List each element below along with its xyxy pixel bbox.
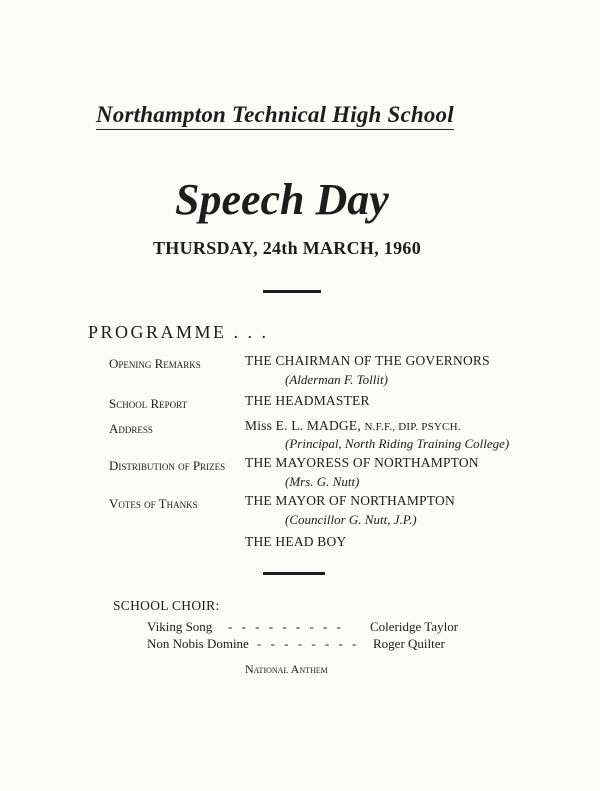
- choir-song-composer: Roger Quilter: [373, 636, 445, 651]
- programme-item-label: Distribution of Prizes: [109, 458, 226, 473]
- speaker-qualifications: N.F.F., DIP. PSYCH.: [364, 421, 461, 433]
- programme-item-detail: (Principal, North Riding Training College): [285, 436, 510, 451]
- programme-item-label: Address: [109, 421, 153, 436]
- event-title: Speech Day: [175, 175, 389, 224]
- choir-song-leader: - - - - - - - -: [257, 636, 360, 651]
- programme-item-detail: (Councillor G. Nutt, J.P.): [285, 512, 417, 527]
- school-title: Northampton Technical High School: [96, 102, 454, 130]
- choir-song-title: Non Nobis Domine: [147, 636, 249, 651]
- programme-item-label: School Report: [109, 396, 188, 411]
- programme-item-speaker: THE MAYOR OF NORTHAMPTON: [245, 493, 455, 508]
- choir-song-leader: - - - - - - - - -: [228, 619, 344, 634]
- programme-item-label: Votes of Thanks: [109, 496, 198, 511]
- programme-item-speaker: THE MAYORESS OF NORTHAMPTON: [245, 455, 479, 470]
- divider-rule-top: [263, 290, 321, 293]
- choir-song-title: Viking Song: [147, 619, 213, 634]
- national-anthem: National Anthem: [245, 662, 328, 676]
- programme-item-speaker: [245, 418, 461, 434]
- programme-heading: PROGRAMME . . .: [88, 322, 269, 342]
- divider-rule-bottom: [263, 572, 325, 575]
- programme-item-detail: (Mrs. G. Nutt): [285, 474, 360, 489]
- programme-item-label: Opening Remarks: [109, 356, 201, 371]
- speaker-name: Miss E. L. MADGE,: [245, 418, 361, 433]
- programme-item-speaker: THE HEADMASTER: [245, 393, 370, 408]
- choir-song-composer: Coleridge Taylor: [370, 619, 459, 634]
- event-date: THURSDAY, 24th MARCH, 1960: [153, 238, 421, 258]
- programme-item-detail: (Alderman F. Tollit): [285, 372, 388, 387]
- programme-item-speaker: THE HEAD BOY: [245, 534, 347, 549]
- choir-heading: SCHOOL CHOIR:: [113, 598, 220, 613]
- programme-item-speaker: THE CHAIRMAN OF THE GOVERNORS: [245, 353, 490, 368]
